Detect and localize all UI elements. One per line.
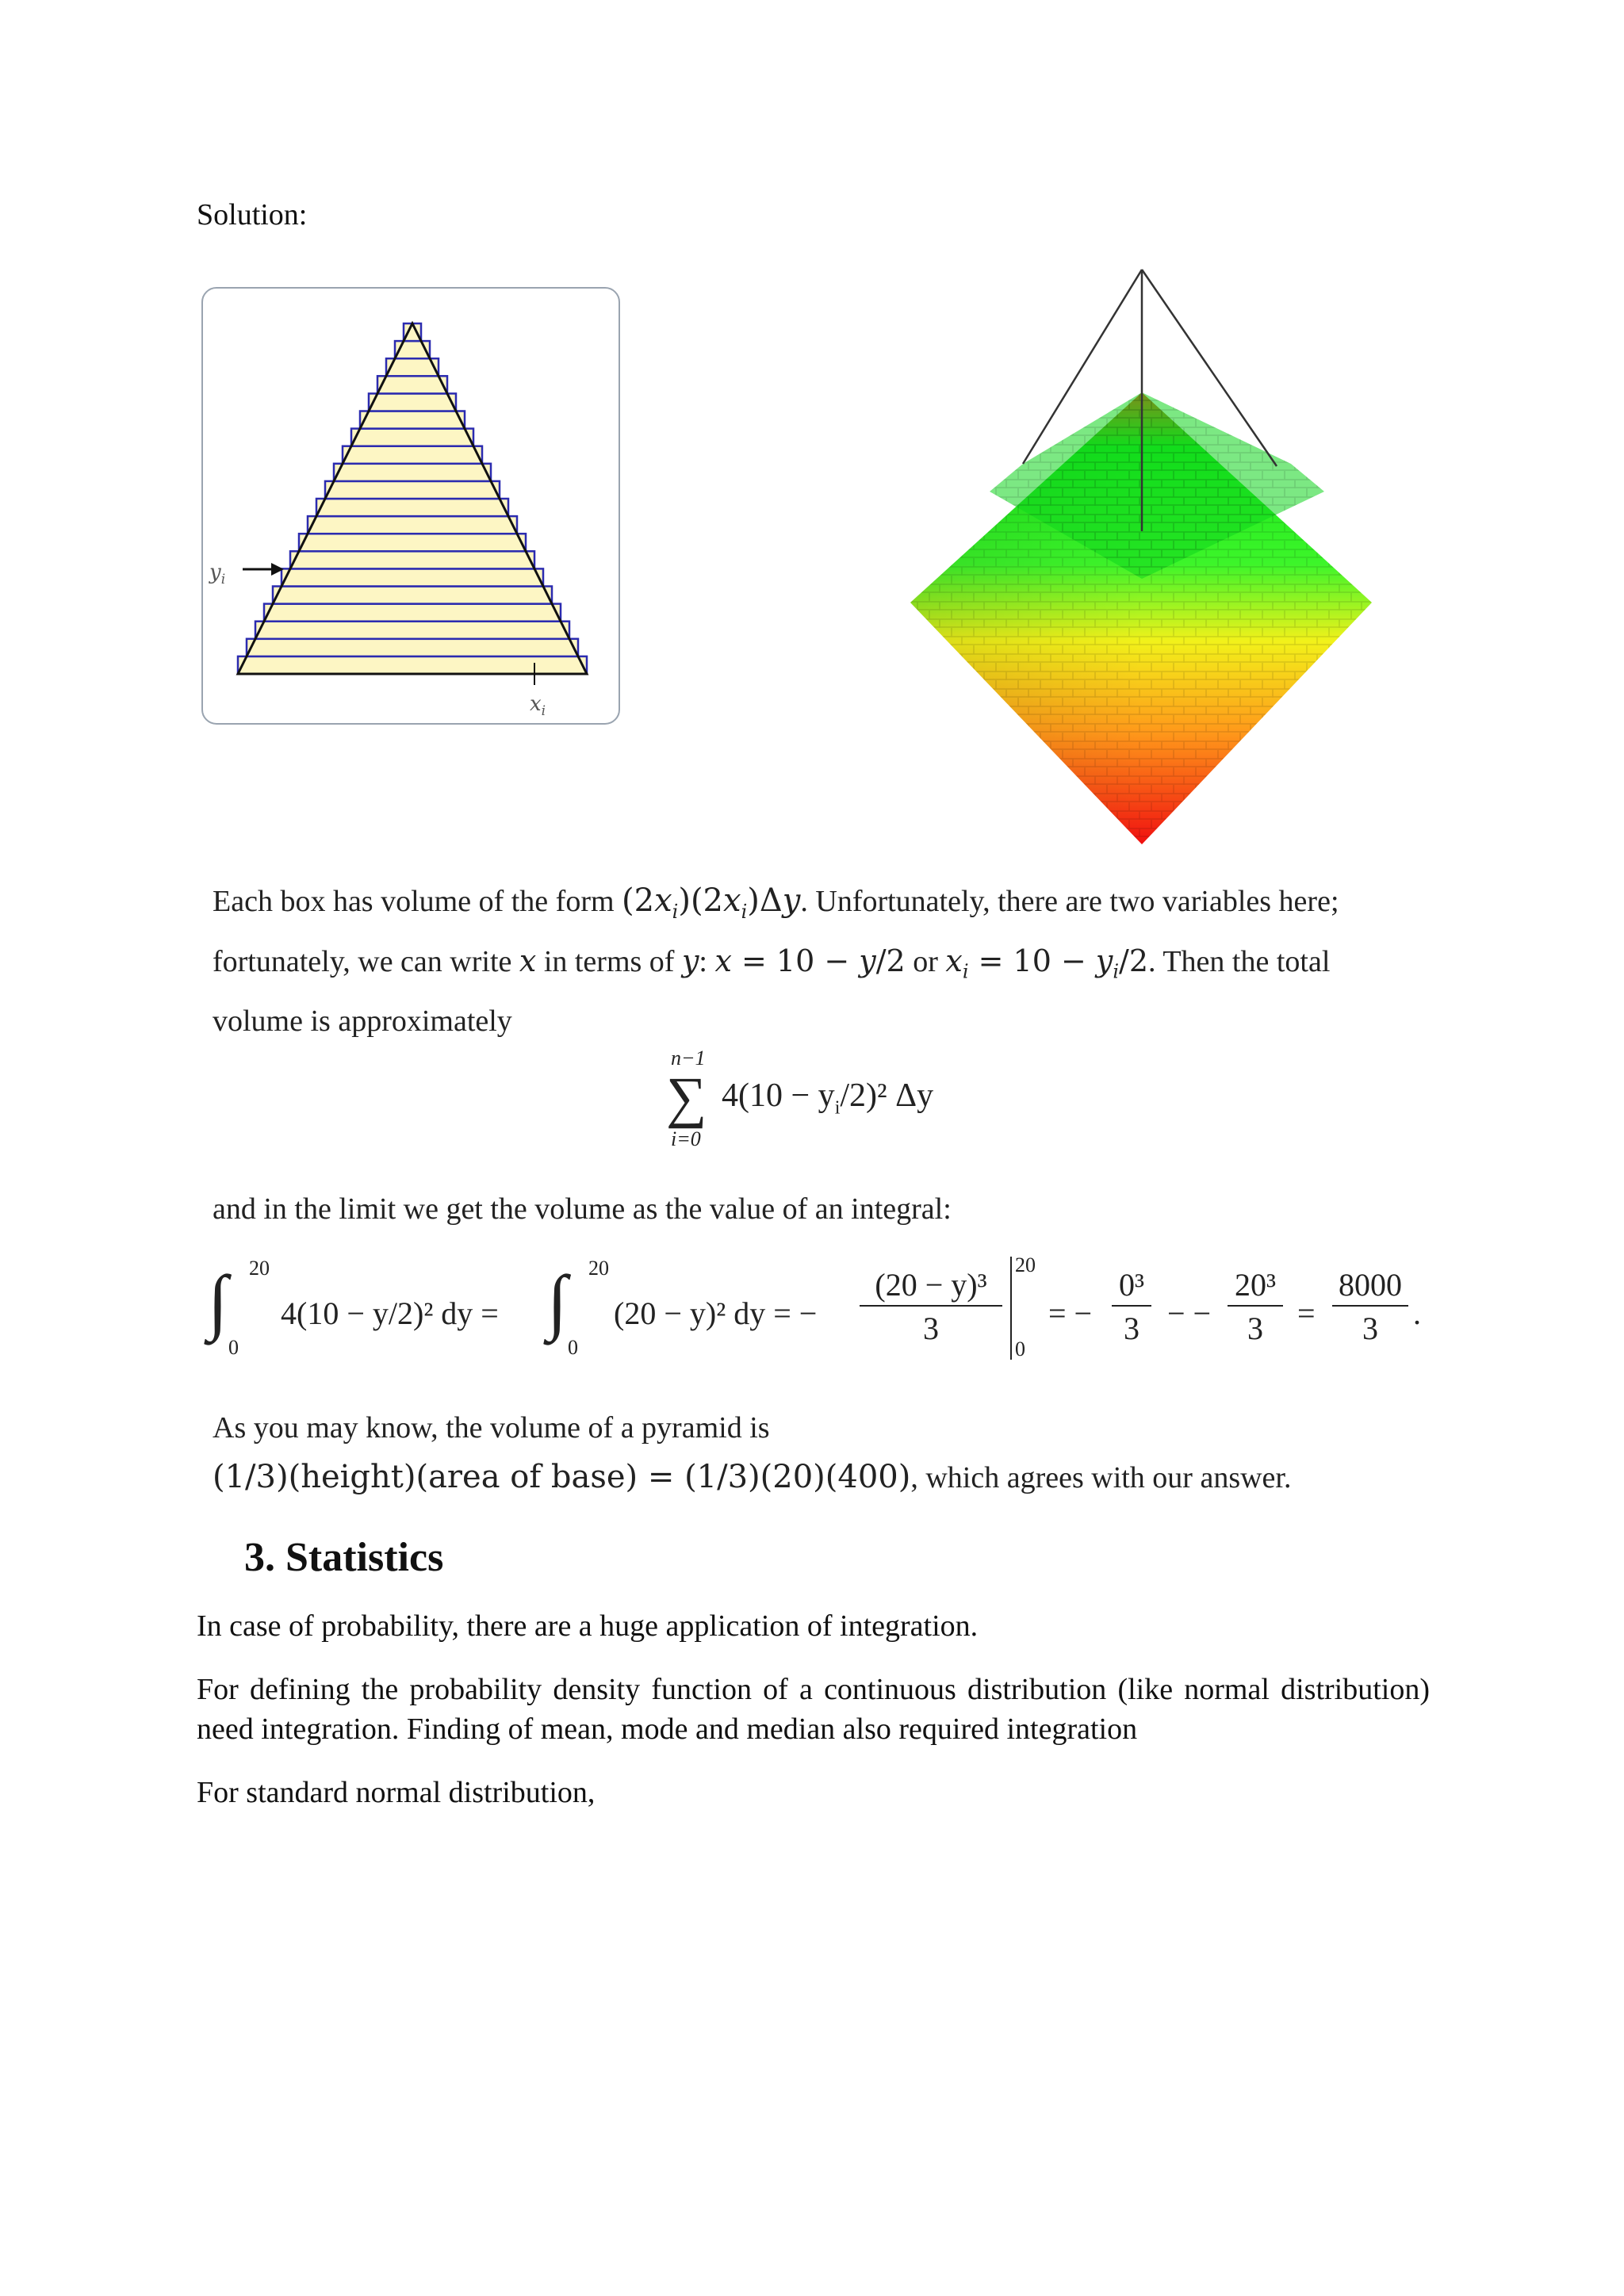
slab-box [316,499,508,516]
xi-label: $x_i$ [530,692,546,719]
evaluation-lower: 0 [1015,1337,1025,1360]
fraction-3: 20³ 3 [1228,1266,1283,1347]
integral-1-lower: 0 [228,1336,239,1359]
integral-sign-1: ∫ [208,1261,228,1341]
slab-box [377,376,447,393]
integral-1-body: 4(10 − y/2)² dy = [281,1295,499,1331]
para1-line1: Each box has volume of the form $(2x_i)(2x_i)\Delta y$. Unfortunately, there are two variables here; [213,882,1339,923]
sum-expression [666,1047,999,1158]
slab-box [308,516,517,534]
fraction-2: 0³ 3 [1112,1266,1151,1347]
evaluation-bar [1010,1257,1012,1360]
final-period: . [1413,1295,1421,1331]
sum-upper-limit: n−1 [671,1047,706,1070]
stepped-pyramid-3d-figure [896,262,1388,848]
integral-2-body: (20 − y)² dy = − [614,1295,818,1331]
para1-line2: fortunately, we can write x in terms of y: x = 10 − y/2 or $x_i = 10 - y_i/2$. Then the total [213,943,1331,983]
para3-line2: (1/3)(height)(area of base) = (1/3)(20)(400), which agrees with our answer. [213,1459,1292,1495]
slab-box [255,622,569,639]
math-pyramid-formula: (1/3)(height)(area of base) = (1/3)(20)(400) [213,1459,911,1495]
slab-box [299,534,526,551]
integral-expression [208,1253,1445,1368]
integral-1-upper: 20 [249,1257,270,1280]
para1-line3: volume is approximately [213,1004,512,1038]
math-xi-equals: $x_i = 10 - y_i/2$ [945,943,1149,983]
slab-box [334,464,491,481]
equals: = [1297,1295,1316,1331]
solution-label: Solution: [197,198,308,232]
yi-label: $y_i$ [209,561,226,587]
pyramid-cross-section-svg [201,287,620,725]
integral-2-upper: 20 [588,1257,609,1280]
fraction-1: (20 − y)³ 3 [860,1266,1002,1347]
slab-box [325,481,500,499]
paragraph-pyramid-volume [213,1403,1291,1502]
slab-box [351,429,473,446]
math-x-equals: x = 10 − y/2 [714,943,906,978]
paragraph-probability: In case of probability, there are a huge application of integration. [197,1609,979,1643]
sum-body: $4(10 - y_i/2)^2$ Δy [722,1077,934,1119]
slab-box [282,568,543,586]
paragraph-limit: and in the limit we get the volume as the value of an integral: [213,1192,952,1226]
integral-2-lower: 0 [568,1336,578,1359]
sigma-symbol: ∑ [666,1066,707,1129]
slab-box [247,639,578,656]
paragraph-box-volume [213,876,1450,1046]
paragraph-pdf: For defining the probability density function of a continuous distribution (like normal distribution) need integration. Finding of mean, mode and median also required integration [197,1673,1430,1746]
para3-line1: As you may know, the volume of a pyramid is [213,1411,770,1445]
integral-sign-2: ∫ [547,1261,568,1341]
stepped-pyramid-3d-svg [896,262,1388,848]
slab-box [360,411,465,429]
paragraph-standard-normal: For standard normal distribution, [197,1776,596,1809]
slab-box [273,587,552,604]
fraction-4: 8000 3 [1332,1266,1408,1347]
pyramid-cross-section-figure [201,287,620,725]
equals-minus: = − [1048,1295,1093,1331]
slab-box [369,393,456,411]
sum-lower-limit: i=0 [671,1127,701,1150]
slab-box [290,551,534,568]
section-heading-statistics: 3. Statistics [244,1535,444,1580]
slab-box [343,446,482,464]
evaluation-upper: 20 [1015,1253,1036,1276]
minus-minus: − − [1167,1295,1212,1331]
slab-box [264,604,561,622]
math-box-volume: $(2x_i)(2x_i)\Delta y$ [622,882,801,923]
